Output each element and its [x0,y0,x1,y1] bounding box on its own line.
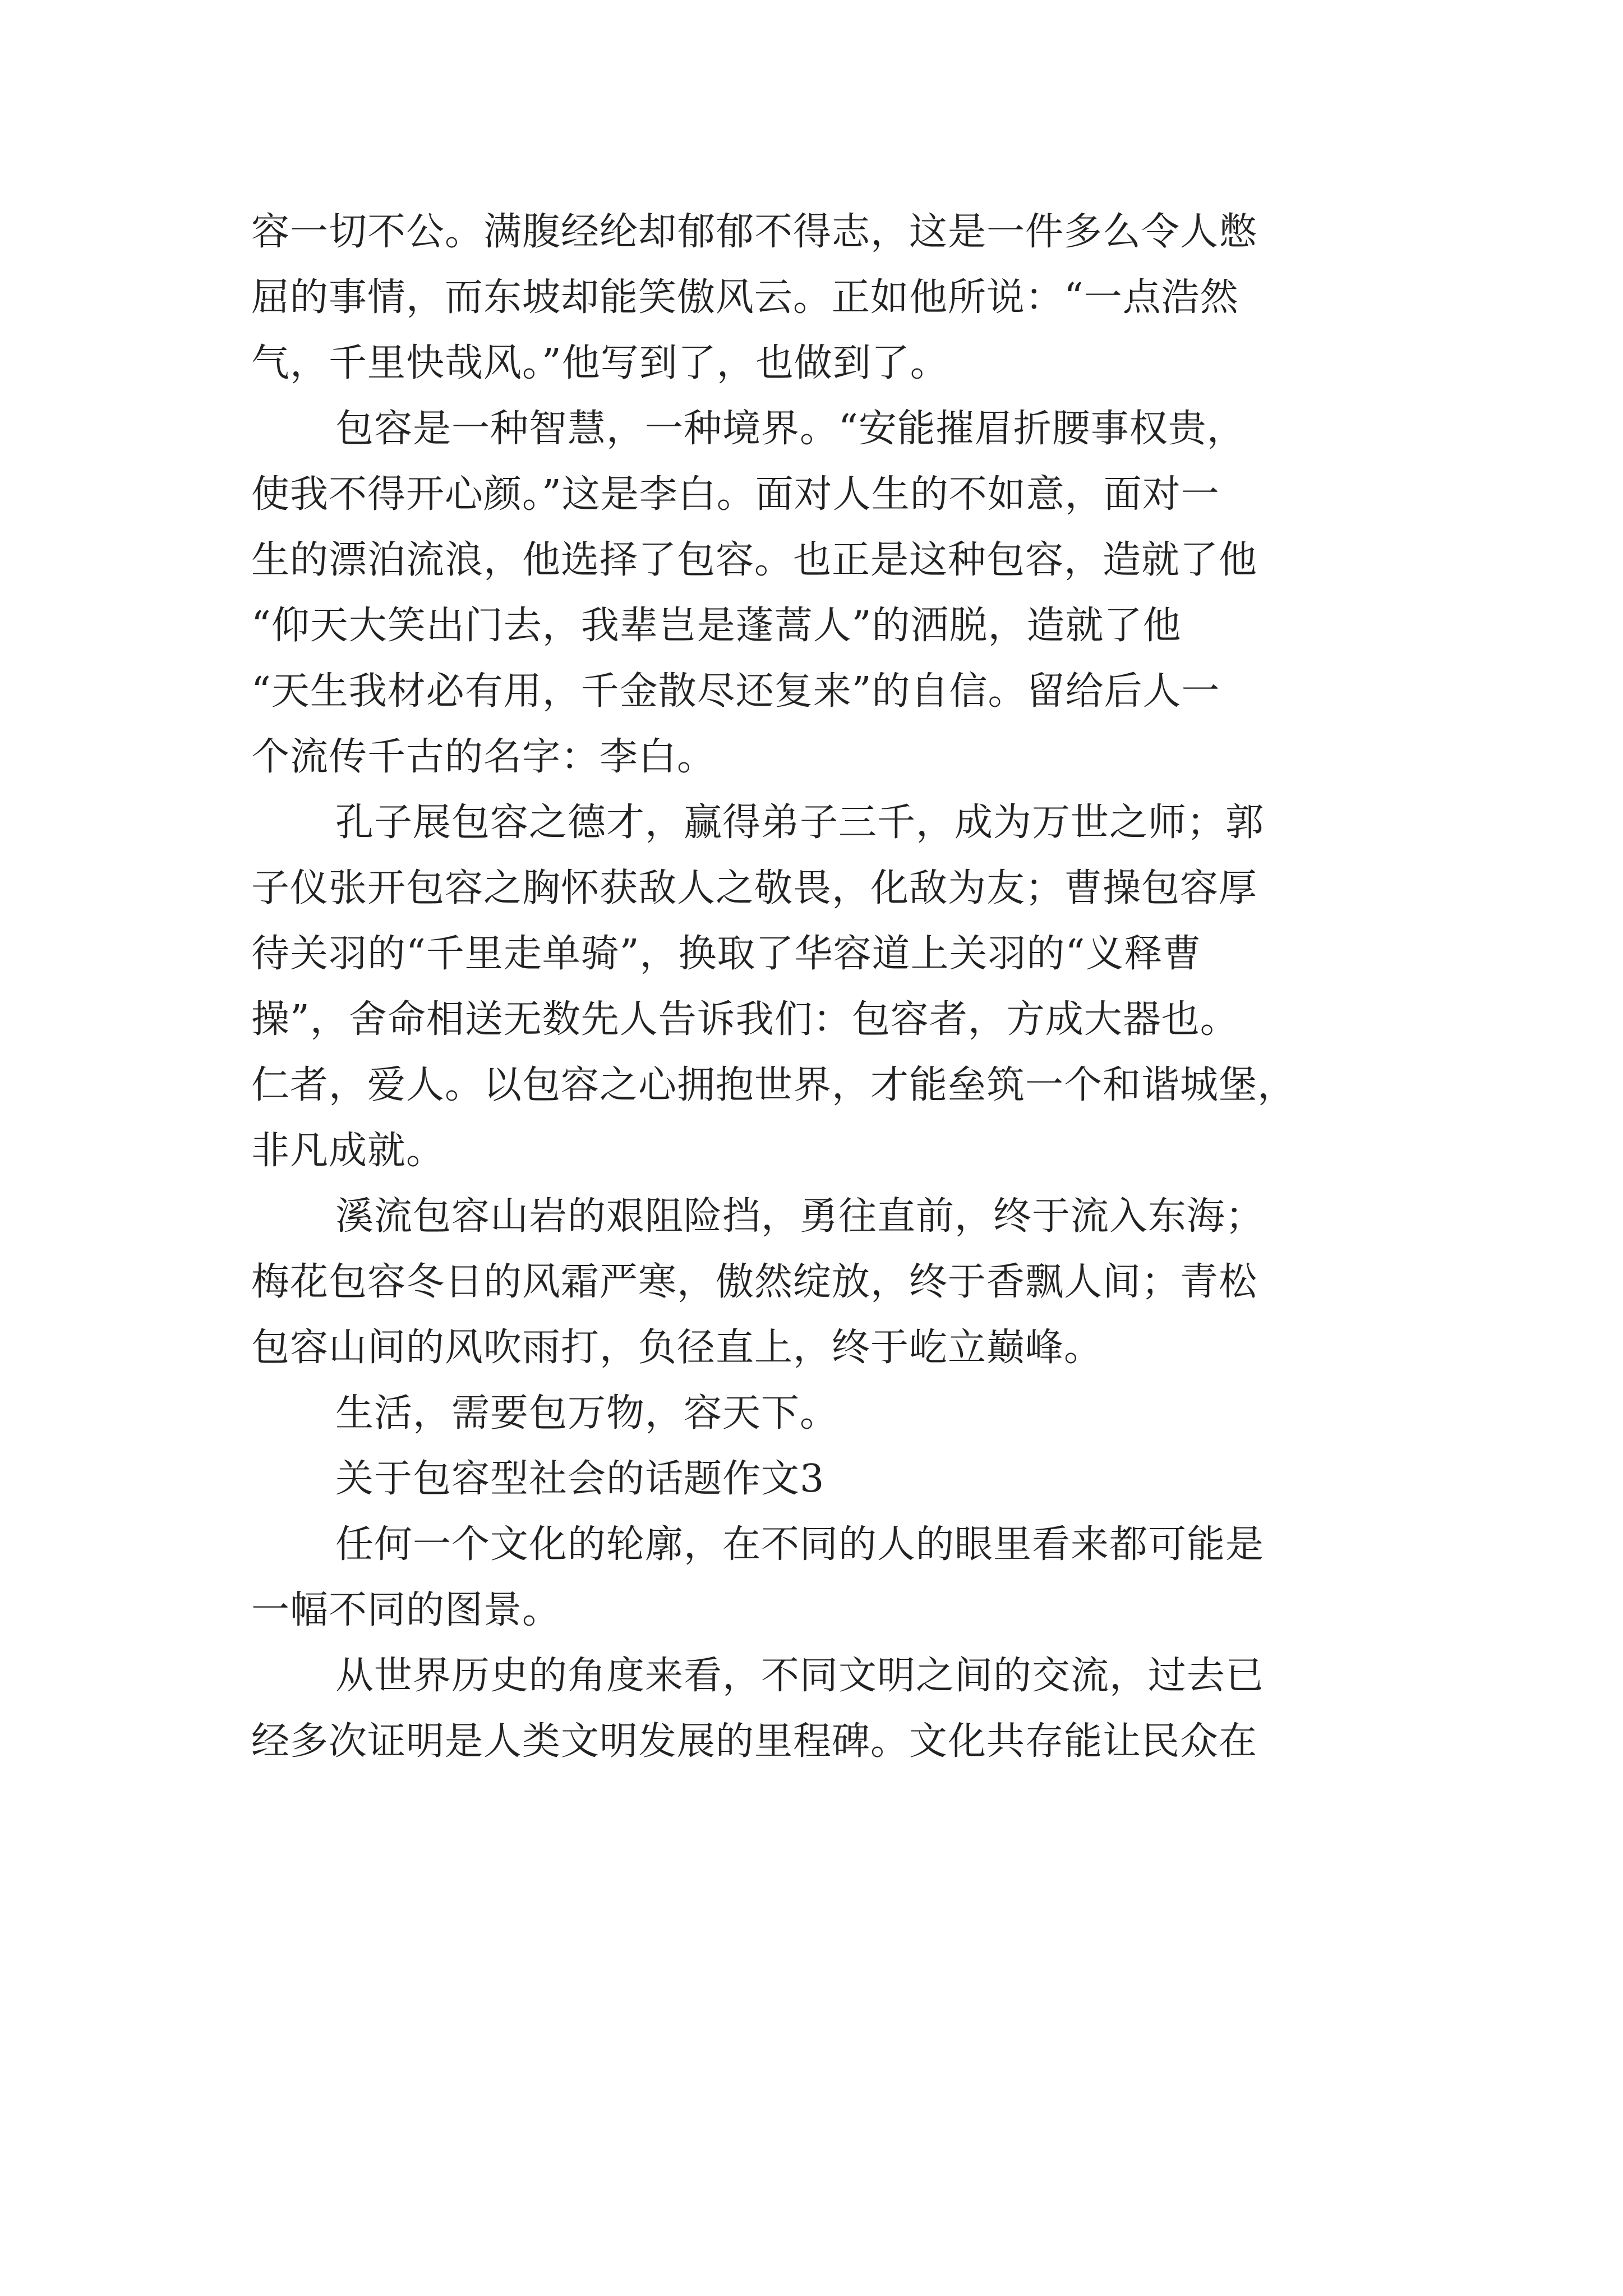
text-line: 包容是一种智慧，一种境界。“安能摧眉折腰事权贵， [335,407,1246,451]
text-line: 溪流包容山岩的艰阻险挡，勇往直前，终于流入东海； [335,1194,1265,1239]
paragraph-dongpo [251,199,1395,396]
text-line: 使我不得开心颜。”这是李白。面对人生的不如意，面对一 [251,472,1220,517]
section-heading [251,1446,1395,1512]
text-line: 容一切不公。满腹经纶却郁郁不得志，这是一件多么令人憋 [251,210,1258,254]
section-title: 关于包容型社会的话题作文3 [335,1457,825,1501]
text-line: 经多次证明是人类文明发展的里程碑。文化共存能让民众在 [251,1719,1258,1764]
text-line: 生活，需要包万物，容天下。 [335,1391,839,1435]
text-line: 非凡成就。 [251,1129,445,1173]
text-line: 气，千里快哉风。”他写到了，也做到了。 [251,341,949,385]
paragraph-nature [251,1184,1395,1381]
text-line: 个流传千古的名字：李白。 [251,735,716,779]
text-line: 子仪张开包容之胸怀获敌人之敬畏，化敌为友；曹操包容厚 [251,866,1258,910]
text-line: 操”，舍命相送无数先人告诉我们：包容者，方成大器也。 [251,997,1239,1042]
text-line: 梅花包容冬日的风霜严寒，傲然绽放，终于香飘人间；青松 [251,1260,1258,1304]
text-line: 从世界历史的角度来看，不同文明之间的交流，过去已 [335,1654,1265,1698]
text-line: “仰天大笑出门去，我辈岂是蓬蒿人”的洒脱，造就了他 [251,604,1182,648]
text-line: 一幅不同的图景。 [251,1588,561,1632]
text-line: 包容山间的风吹雨打，负径直上，终于屹立巅峰。 [251,1326,1103,1370]
document-body [251,199,1395,1774]
text-line: “天生我材必有用，千金散尽还复来”的自信。留给后人一 [251,669,1220,714]
text-line: 生的漂泊流浪，他选择了包容。也正是这种包容，造就了他 [251,538,1258,582]
text-line: 孔子展包容之德才，赢得弟子三千，成为万世之师；郭 [335,800,1265,845]
text-line: 仁者，爱人。以包容之心拥抱世界，才能垒筑一个和谐城堡， [251,1063,1297,1107]
paragraph-life [251,1381,1395,1446]
text-line: 屈的事情，而东坡却能笑傲风云。正如他所说：“一点浩然 [251,275,1239,320]
text-line: 任何一个文化的轮廓，在不同的人的眼里看来都可能是 [335,1522,1265,1567]
text-line: 待关羽的“千里走单骑”，换取了华容道上关羽的“义释曹 [251,932,1202,976]
paragraph-culture [251,1512,1395,1643]
paragraph-confucius [251,790,1395,1184]
paragraph-libai [251,396,1395,790]
paragraph-history [251,1643,1395,1774]
